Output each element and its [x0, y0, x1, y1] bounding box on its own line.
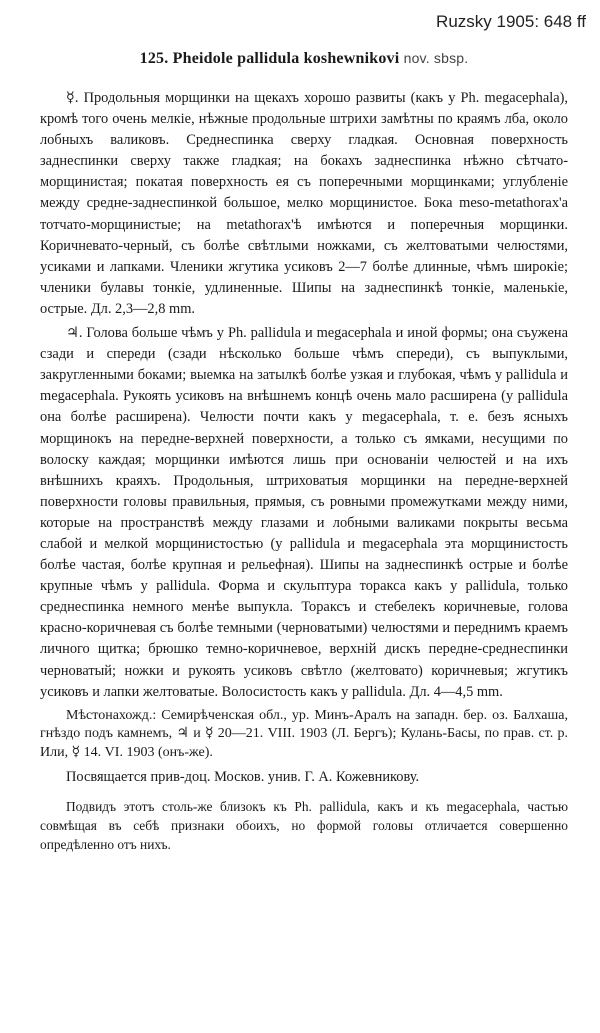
locality-record: Мѣстонахожд.: Семирѣченская обл., ур. Минъ-Аралъ на западн. бер. оз. Балхаша, гнѣздо подъ камнемъ, ♃ и ☿ 20—21. VIII. 1903 (Л. Бергъ); Кулань-Басы, по прав. ст. р. Или, ☿ 14. VI. 1903 (онъ-же). — [40, 707, 568, 760]
remark-note: Подвидъ этотъ столь-же близокъ къ Ph. pallidula, какъ и къ megacephala, частью совмѣщая въ себѣ признаки обоихъ, но формой головы отличается совершенно опредѣленно отъ нихъ. — [40, 798, 568, 852]
worker-description: ☿. Продольныя морщинки на щекахъ хорошо развиты (какъ у Ph. megacephala), кромѣ того очень мелкіе, нѣжные продольные штрихи замѣтны по краямъ лба, около лобныхъ валиковъ. Среднеспинка сверху гладкая. Основная поверхность заднеспинки сверху также гладкая; на бокахъ заднеспинка нѣжно сѣтчато-морщинистая; покатая поверхность ея съ поперечными морщинками; углубленіе между средне-заднеспинкой большое, мелко морщинистое. Бока meso-metathorax'a тотчато-морщинистые; на metathorax'ѣ имѣются и поперечныя морщинки. Коричневато-черный, съ болѣе свѣтлыми ножками, съ желтоватыми челюстями, усиками и лапками. Членики жгутика усиковъ 2—7 болѣе длинные, чѣмъ широкіе; членики булавы тонкіе, удлиненные. Шипы на заднеспинкѣ тонкіе, маленькіе, острые. Дл. 2,3—2,8 mm. — [40, 90, 568, 317]
source-reference: Ruzsky 1905: 648 ff — [436, 12, 586, 31]
taxon-status: nov. sbsp. — [403, 50, 469, 66]
species-name: Pheidole pallidula koshewnikovi — [172, 50, 400, 67]
dedication: Посвящается прив-доц. Москов. унив. Г. А. Кожевникову. — [66, 768, 420, 785]
document-page — [40, 50, 568, 854]
soldier-description: ♃. Голова больше чѣмъ у Ph. pallidula и megacephala и иной формы; она съужена сзади и спереди (сзади нѣсколько больше чѣмъ спереди), съ выпуклыми, закругленными боками; выемка на затылкѣ болѣе узкая и глубокая, чѣмъ у pallidula и megacephala. Рукоять усиковъ на внѣшнемъ концѣ очень мало расширена (у pallidula она болѣе расширена). Челюсти почти какъ у megacephala, т. е. безъ ясныхъ морщинокъ на передне-верхней поверхности, а только съ ямками, несущими по волоску каждая; морщинки имѣются лишь при основаніи челюстей и на ихъ внѣшнихъ краяхъ. Продольныя, штриховатыя морщинки на передне-верхней поверхности головы правильныя, прямыя, съ ровными промежутками между ними, которые на пространствѣ между глазами и лобными валиками покрыты весьма слабой и мелкой морщинистостью (у pallidula и megacephala эта морщинистость болѣе частая, болѣе крупная и рельефная). Шипы на заднеспинкѣ острые и болѣе крупные чѣмъ у pallidula. Форма и скульптура торакса какъ у pallidula, только среднеспинка немного менѣе выпукла. Тораксъ и стебелекъ коричневые, голова красно-коричневая съ болѣе темными (черноватыми) челюстями и переднимъ краемъ личного щитка; брюшко темно-коричневое, верхній дискъ передне-среднеспинки черноватый; ножки и рукоять усиковъ свѣтло (желтовато) коричневыя; жгутикъ усиковъ и лапки желтоватые. Волосистость какъ у pallidula. Дл. 4—4,5 mm. — [40, 325, 568, 700]
species-number: 125. — [139, 50, 169, 67]
species-heading — [40, 50, 568, 68]
